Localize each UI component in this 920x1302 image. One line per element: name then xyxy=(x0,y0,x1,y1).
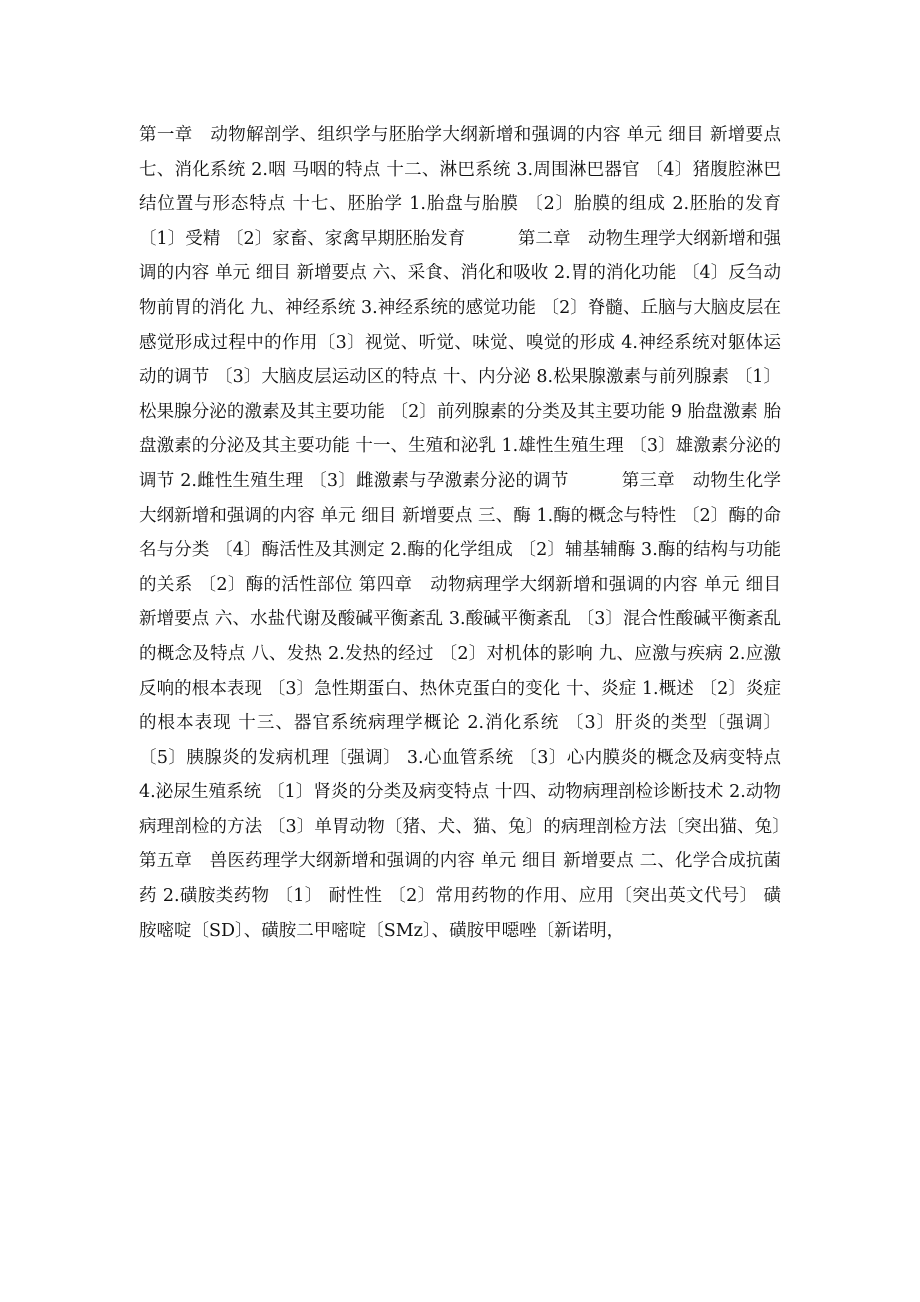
body-paragraph: 第一章 动物解剖学、组织学与胚胎学大纲新增和强调的内容 单元 细目 新增要点 七、消化系统 2.咽 马咽的特点 十二、淋巴系统 3.周围淋巴器官 〔4〕猪腹腔淋巴结位置与形态特点 十七、胚胎学 1.胎盘与胎膜 〔2〕胎膜的组成 2.胚胎的发育 〔1〕受精 〔2〕家畜、家禽早期胚胎发育 第二章 动物生理学大纲新增和强调的内容 单元 细目 新增要点 六、采食、消化和吸收 2.胃的消化功能 〔4〕反刍动物前胃的消化 九、神经系统 3.神经系统的感觉功能 〔2〕脊髓、丘脑与大脑皮层在感觉形成过程中的作用〔3〕视觉、听觉、味觉、嗅觉的形成 4.神经系统对躯体运动的调节 〔3〕大脑皮层运动区的特点 十、内分泌 8.松果腺激素与前列腺素 〔1〕松果腺分泌的激素及其主要功能 〔2〕前列腺素的分类及其主要功能 9 胎盘激素 胎盘激素的分泌及其主要功能 十一、生殖和泌乳 1.雄性生殖生理 〔3〕雄激素分泌的调节 2.雌性生殖生理 〔3〕雌激素与孕激素分泌的调节 第三章 动物生化学大纲新增和强调的内容 单元 细目 新增要点 三、酶 1.酶的概念与特性 〔2〕酶的命名与分类 〔4〕酶活性及其测定 2.酶的化学组成 〔2〕辅基辅酶 3.酶的结构与功能的关系 〔2〕酶的活性部位 第四章 动物病理学大纲新增和强调的内容 单元 细目 新增要点 六、水盐代谢及酸碱平衡紊乱 3.酸碱平衡紊乱 〔3〕混合性酸碱平衡紊乱的概念及特点 八、发热 2.发热的经过 〔2〕对机体的影响 九、应激与疾病 2.应激反响的根本表现 〔3〕急性期蛋白、热休克蛋白的变化 十、炎症 1.概述 〔2〕炎症的根本表现 十三、器官系统病理学概论 2.消化系统 〔3〕肝炎的类型〔强调〕 〔5〕胰腺炎的发病机理〔强调〕 3.心血管系统 〔3〕心内膜炎的概念及病变特点 4.泌尿生殖系统 〔1〕肾炎的分类及病变特点 十四、动物病理剖检诊断技术 2.动物病理剖检的方法 〔3〕单胃动物〔猪、犬、猫、兔〕的病理剖检方法〔突出猫、兔〕 第五章 兽医药理学大纲新增和强调的内容 单元 细目 新增要点 二、化学合成抗菌药 2.磺胺类药物 〔1〕 耐性性 〔2〕常用药物的作用、应用〔突出英文代号〕 磺胺嘧啶〔SD〕、磺胺二甲嘧啶〔SMz〕、磺胺甲噁唑〔新诺明， xyxy=(139,125,834,941)
